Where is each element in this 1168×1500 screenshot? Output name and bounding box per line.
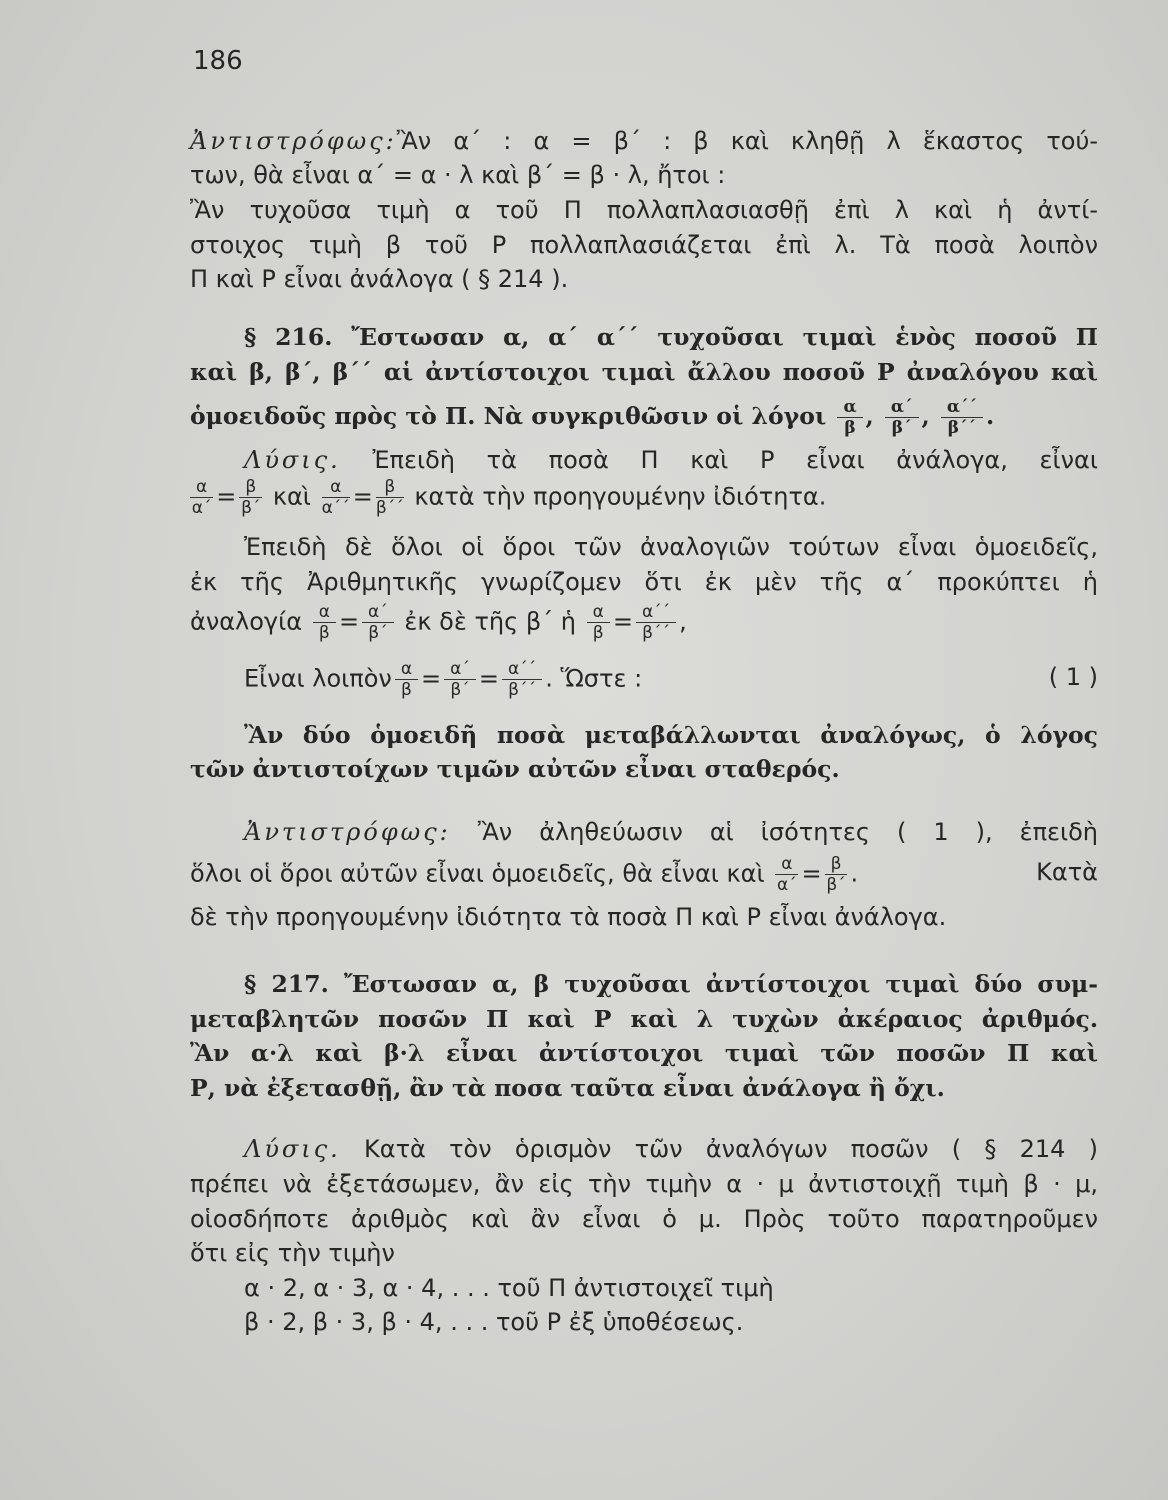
solution-line-2: $\frac{\alpha}{\alpha΄}$ = $\frac{\beta}{\beta΄}$ καὶ $\frac{\alpha}{\alpha΄΄}$ = $\frac{\beta}{\beta΄΄}$ κατὰ τὴν προηγουμένην ἰδιότητα. — [191, 477, 827, 518]
solution-2-line-5: α · 2, α · 3, α · 4, . . . τοῦ Π ἀντιστοιχεῖ τιμὴ — [244, 1274, 774, 1302]
solution-2-line-3: οἱοσδήποτε ἀριθμὸς καὶ ἂν εἶναι ὁ μ. Πρὸς τοῦτο παρατηροῦμεν — [190, 1205, 1098, 1233]
theorem-line-1: Ἂν δύο ὁμοειδῆ ποσὰ μεταβάλλωνται ἀναλόγως, ὁ λόγος — [244, 721, 1098, 749]
converse-line-2: ὅλοι οἱ ὅροι αὐτῶν εἶναι ὁμοειδεῖς, θὰ εἶναι καὶ $\frac{\alpha}{\alpha΄}$ = $\frac{\beta}{\beta΄}$ . Κατὰ — [190, 854, 1098, 895]
solution-line-6: Εἶναι λοιπὸν $\frac{\alpha}{\beta}$ = $\frac{\alpha΄}{\beta΄}$ = $\frac{\alpha΄΄}{\beta΄΄}$ . Ὥστε : ( 1 ) — [244, 659, 1098, 700]
converse-intro-line-3: Ἂν τυχοῦσα τιμὴ α τοῦ Π πολλαπλασιασθῇ ἐπὶ λ καὶ ἡ ἀντί- — [190, 196, 1098, 224]
converse-label: Ἀντιστρόφως: — [190, 127, 397, 155]
section-217-line-3: Ἂν α·λ καὶ β·λ εἶναι ἀντίστοιχοι τιμαὶ τῶν ποσῶν Π καὶ — [190, 1039, 1098, 1067]
solution-label-2: Λύσις. — [244, 1135, 341, 1163]
fraction-a-b: $\frac{\alpha}{\beta}$ — [837, 398, 862, 437]
solution-2-line-2: πρέπει νὰ ἐξετάσωμεν, ἂν εἰς τὴν τιμὴν α · μ ἀντιστοιχῇ τιμὴ β · μ, — [190, 1170, 1098, 1198]
solution-2-line-6: β · 2, β · 3, β · 4, . . . τοῦ Ρ ἐξ ὑποθέσεως. — [244, 1308, 744, 1336]
converse-label-2: Ἀντιστρόφως: — [244, 818, 451, 846]
solution-line-1: Λύσις. Ἐπειδὴ τὰ ποσὰ Π καὶ Ρ εἶναι ἀνάλογα, εἶναι — [244, 446, 1098, 474]
section-216-line-1: § 216. Ἔστωσαν α, α΄ α΄΄ τυχοῦσαι τιμαὶ ἑνὸς ποσοῦ Π — [244, 323, 1098, 351]
equation-number: ( 1 ) — [1048, 663, 1098, 691]
fraction-a1-b1: $\frac{\alpha΄}{\beta΄}$ — [885, 398, 919, 437]
solution-line-3: Ἐπειδὴ δὲ ὅλοι οἱ ὅροι τῶν ἀναλογιῶν τούτων εἶναι ὁμοειδεῖς, — [244, 533, 1098, 561]
converse-intro-line-1: Ἀντιστρόφως:Ἂν α΄ : α = β΄ : β καὶ κληθῇ λ ἕκαστος τού- — [190, 127, 1098, 155]
converse-line-1: Ἀντιστρόφως: Ἂν ἀληθεύωσιν αἱ ἰσότητες ( 1 ), ἐπειδὴ — [244, 818, 1099, 846]
solution-label: Λύσις. — [244, 446, 341, 474]
converse-intro-line-2: των, θὰ εἶναι α΄ = α · λ καὶ β΄ = β · λ, ἤτοι : — [190, 161, 726, 189]
solution-line-4: ἐκ τῆς Ἀριθμητικῆς γνωρίζομεν ὅτι ἐκ μὲν τῆς α΄ προκύπτει ἡ — [190, 568, 1098, 596]
converse-intro-line-4: στοιχος τιμὴ β τοῦ Ρ πολλαπλασιάζεται ἐπὶ λ. Τὰ ποσὰ λοιπὸν — [190, 231, 1098, 259]
solution-2-line-4: ὅτι εἰς τὴν τιμὴν — [190, 1239, 395, 1267]
section-217-line-4: Ρ, νὰ ἐξετασθῇ, ἂν τὰ ποσα ταῦτα εἶναι ἀνάλογα ἢ ὄχι. — [190, 1074, 945, 1102]
section-217-line-2: μεταβλητῶν ποσῶν Π καὶ Ρ καὶ λ τυχὼν ἀκέραιος ἀριθμός. — [190, 1005, 1098, 1033]
converse-line-3: δὲ τὴν προηγουμένην ἰδιότητα τὰ ποσὰ Π καὶ Ρ εἶναι ἀνάλογα. — [190, 903, 947, 931]
page-number: 186 — [193, 46, 243, 76]
theorem-line-2: τῶν ἀντιστοίχων τιμῶν αὐτῶν εἶναι σταθερός. — [190, 755, 840, 783]
section-216-line-2: καὶ β, β΄, β΄΄ αἱ ἀντίστοιχοι τιμαὶ ἄλλου ποσοῦ Ρ ἀναλόγου καὶ — [190, 358, 1098, 386]
fraction-a2-b2: $\frac{\alpha΄΄}{\beta΄΄}$ — [941, 398, 983, 437]
solution-line-5: ἀναλογία $\frac{\alpha}{\beta}$ = $\frac{\alpha΄}{\beta΄}$ ἐκ δὲ τῆς β΄ ἡ $\frac{\alpha}{\beta}$ = $\frac{\alpha΄΄}{\beta΄΄}$ , — [190, 602, 687, 643]
section-217-line-1: § 217. Ἔστωσαν α, β τυχοῦσαι ἀντίστοιχοι τιμαὶ δύο συμ- — [244, 970, 1098, 998]
section-216-line-3: ὁμοειδοῦς πρὸς τὸ Π. Νὰ συγκριθῶσιν οἱ λόγοι $\frac{\alpha}{\beta}$ , $\frac{\alpha΄}{\beta΄}$ , $\frac{\alpha΄΄}{\beta΄΄}$ . — [190, 397, 995, 438]
solution-2-line-1: Λύσις. Κατὰ τὸν ὁρισμὸν τῶν ἀναλόγων ποσῶν ( § 214 ) — [244, 1135, 1098, 1163]
converse-intro-line-5: Π καὶ Ρ εἶναι ἀνάλογα ( § 214 ). — [190, 265, 569, 293]
